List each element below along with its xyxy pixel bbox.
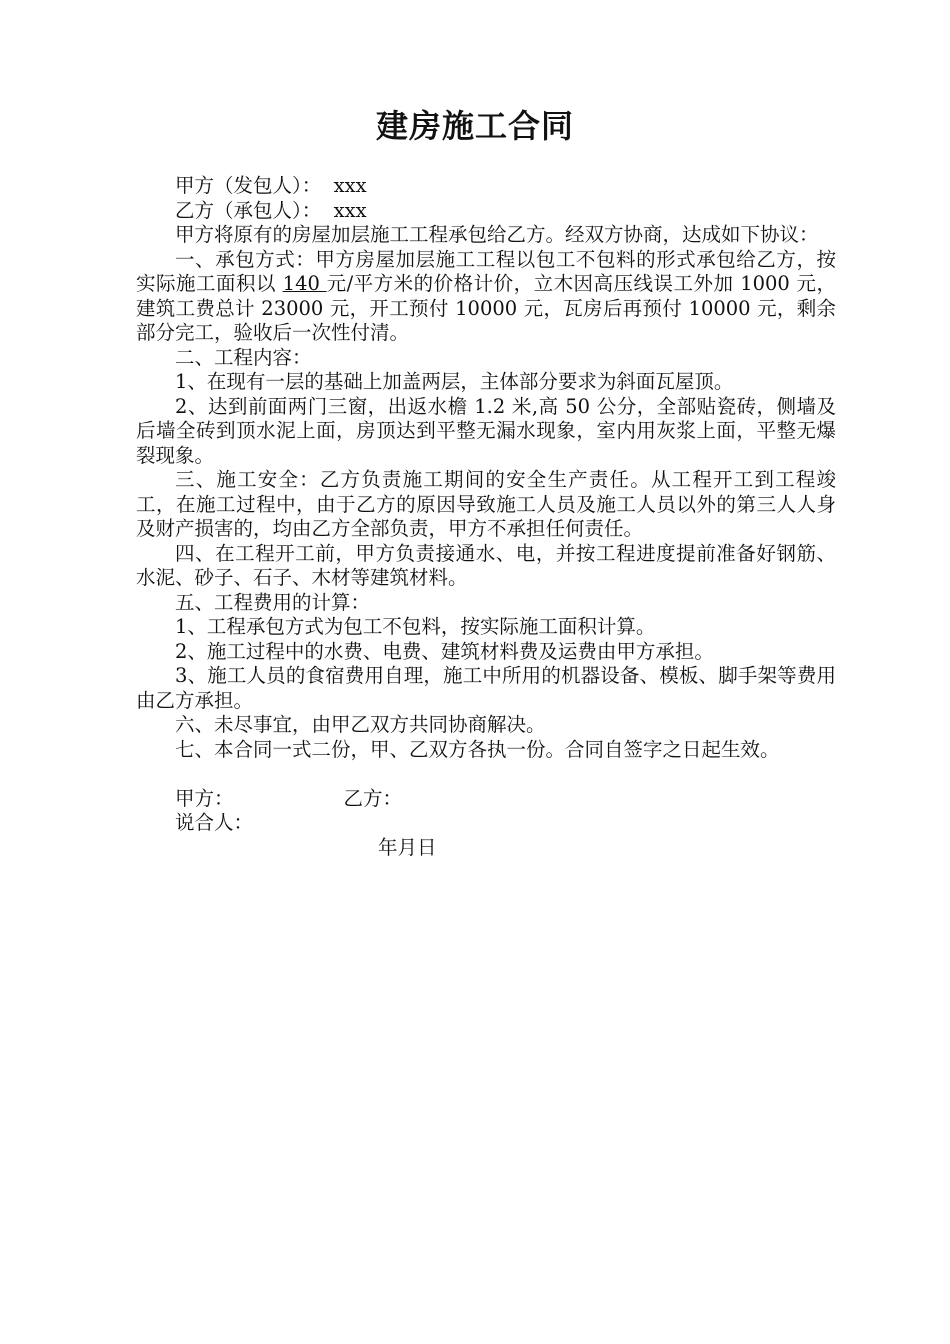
blank-line	[136, 762, 836, 787]
intro-paragraph: 甲方将原有的房屋加层施工工程承包给乙方。经双方协商，达成如下协议：	[175, 223, 819, 246]
clause-1-text-after: 元/平方米的价格计价，立木因高压线误工外加 1000 元，建筑工费总计 23000 元，开工预付 10000 元，瓦房后再预付 10000 元，剩余部分完工，验收后一次性付清。	[136, 272, 837, 344]
clause-5-item-1: 1、工程承包方式为包工不包料，按实际施工面积计算。	[175, 615, 656, 638]
clause-5-item-2: 2、施工过程中的水费、电费、建筑材料费及运费由甲方承担。	[175, 639, 714, 663]
sign-mediator-label: 说合人：	[175, 811, 254, 834]
clause-5-item-3: 3、施工人员的食宿费用自理，施工中所用的机器设备、模板、脚手架等费用由乙方承担。	[136, 664, 836, 712]
document-title: 建房施工合同	[375, 107, 574, 145]
clause-3: 三、施工安全：乙方负责施工期间的安全生产责任。从工程开工到工程竣工，在施工过程中，由于乙方的原因导致施工人员及施工人员以外的第三人人身及财产损害的，均由乙方全部负责，甲方不承担任何责任。	[136, 468, 836, 540]
sign-party-b-label: 乙方：	[343, 786, 403, 810]
signature-row	[136, 787, 836, 812]
clause-2-heading: 二、工程内容：	[175, 345, 312, 369]
sign-date-label: 年月日	[378, 835, 437, 859]
clause-6: 六、未尽事宜，由甲乙双方共同协商解决。	[175, 713, 546, 736]
clause-2-item-1: 1、在现有一层的基础上加盖两层，主体部分要求为斜面瓦屋顶。	[175, 370, 734, 393]
clause-2-item-2: 2、达到前面两门三窗，出返水檐 1.2 米,高 50 公分，全部贴瓷砖，侧墙及后墙全砖到顶水泥上面，房顶达到平整无漏水现象，室内用灰浆上面，平整无爆裂现象。	[136, 394, 836, 467]
clause-7: 七、本合同一式二份，甲、乙双方各执一份。合同自签字之日起生效。	[175, 737, 780, 761]
party-b-line: 乙方（承包人）： xxx	[175, 198, 367, 222]
document-body	[136, 174, 836, 860]
clause-5-heading: 五、工程费用的计算：	[175, 590, 371, 614]
party-a-line: 甲方（发包人）： xxx	[175, 174, 367, 197]
clause-1	[136, 248, 836, 346]
clause-1-text-before: 一、承包方式：甲方房屋加层施工工程以包工不包料的形式承包给乙方，按实际施工面积以	[136, 247, 836, 295]
clause-4: 四、在工程开工前，甲方负责接通水、电，并按工程进度提前准备好钢筋、水泥、砂子、石子、木材等建筑材料。	[136, 541, 836, 589]
clause-1-price: 140	[282, 272, 327, 295]
sign-party-a-label: 甲方：	[175, 786, 234, 810]
